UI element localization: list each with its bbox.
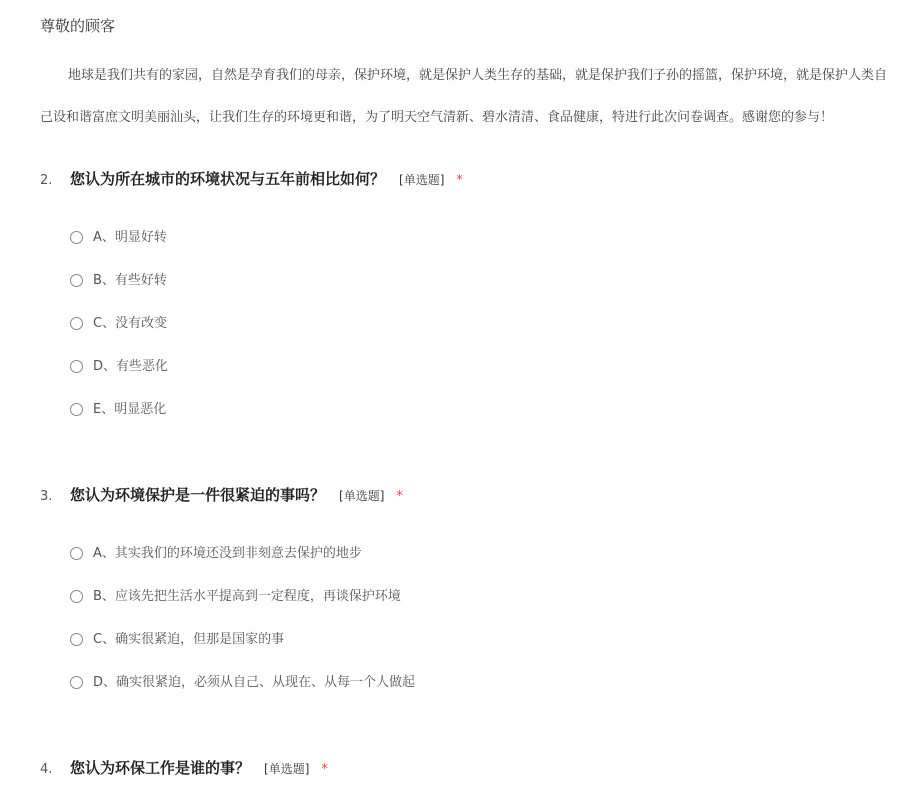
required-marker: * <box>396 489 403 504</box>
option-a[interactable] <box>70 229 168 272</box>
question-type-tag: [单选题] <box>264 762 310 776</box>
question-title-row <box>40 167 880 191</box>
option-b[interactable] <box>70 272 168 315</box>
option-d[interactable] <box>70 674 415 717</box>
radio-button[interactable] <box>70 676 83 689</box>
option-label: C、确实很紧迫，但那是国家的事 <box>93 632 285 647</box>
option-e[interactable] <box>70 401 168 444</box>
option-label: D、有些恶化 <box>93 359 169 374</box>
radio-button[interactable] <box>70 547 83 560</box>
option-label: D、确实很紧迫，必须从自己、从现在、从每一个人做起 <box>93 675 416 690</box>
radio-button[interactable] <box>70 360 83 373</box>
question-number: 2. <box>40 173 53 188</box>
question-4 <box>40 756 880 780</box>
option-c[interactable] <box>70 631 415 674</box>
options-list <box>70 545 415 717</box>
option-c[interactable] <box>70 315 168 358</box>
option-label: B、有些好转 <box>93 273 167 288</box>
option-label: A、其实我们的环境还没到非刻意去保护的地步 <box>93 546 362 561</box>
question-number: 4. <box>40 762 53 777</box>
option-b[interactable] <box>70 588 415 631</box>
radio-button[interactable] <box>70 274 83 287</box>
question-3 <box>40 483 880 690</box>
option-a[interactable] <box>70 545 415 588</box>
radio-button[interactable] <box>70 403 83 416</box>
question-title-row <box>40 483 880 507</box>
question-title-row <box>40 756 880 780</box>
radio-button[interactable] <box>70 231 83 244</box>
required-marker: * <box>321 762 328 777</box>
question-text: 您认为环保工作是谁的事？ <box>70 759 251 777</box>
option-d[interactable] <box>70 358 168 401</box>
question-number: 3. <box>40 489 53 504</box>
question-text: 您认为环境保护是一件很紧迫的事吗？ <box>70 486 326 504</box>
options-list <box>70 229 168 444</box>
option-label: B、应该先把生活水平提高到一定程度，再谈保护环境 <box>93 589 401 604</box>
radio-button[interactable] <box>70 317 83 330</box>
question-type-tag: [单选题] <box>399 173 445 187</box>
radio-button[interactable] <box>70 633 83 646</box>
greeting-heading: 尊敬的顾客 <box>40 17 116 35</box>
question-text: 您认为所在城市的环境状况与五年前相比如何？ <box>70 170 386 188</box>
intro-paragraph: 地球是我们共有的家园，自然是孕育我们的母亲，保护环境，就是保护人类生存的基础，就是保护我们子孙的摇篮，保护环境，就是保护人类自己设和谐富庶文明美丽汕头，让我们生存的环境更和谐，为了明天空气清新、碧水清清、食品健康，特进行此次问卷调查。感谢您的参与！ <box>40 68 888 125</box>
option-label: C、没有改变 <box>93 316 168 331</box>
option-label: E、明显恶化 <box>93 402 167 417</box>
question-2 <box>40 167 880 417</box>
required-marker: * <box>456 173 463 188</box>
question-type-tag: [单选题] <box>339 489 385 503</box>
radio-button[interactable] <box>70 590 83 603</box>
option-label: A、明显好转 <box>93 230 167 245</box>
